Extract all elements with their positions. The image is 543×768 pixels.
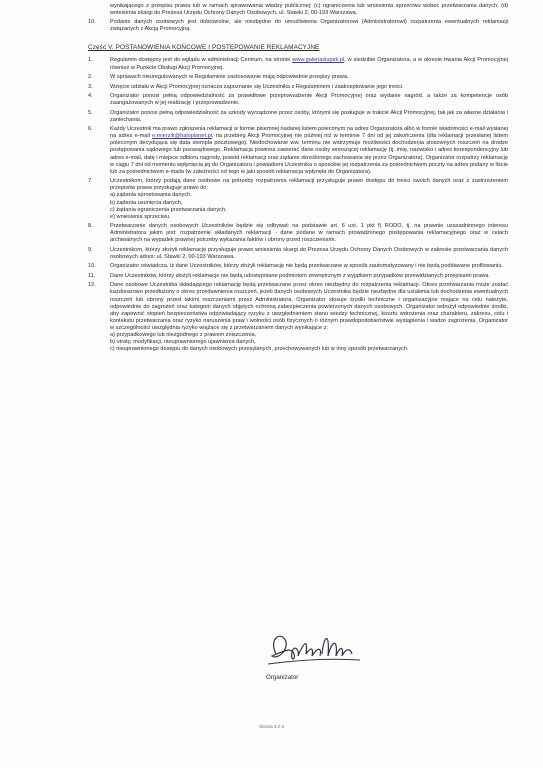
sub-item: b) żądania usunięcia danych, xyxy=(110,199,183,206)
item-text: Wzięcie udziału w Akcji Promocyjnej oznacza zapoznanie się Uczestnika z Regulaminem i zaakceptowanie jego treści. xyxy=(110,83,404,90)
sub-item: b) utraty, modyfikacji, nieuprawnionego ujawnienia danych, xyxy=(110,339,256,346)
item-number: 10. xyxy=(88,19,96,26)
sub-item: e) wniesienia sprzeciwu. xyxy=(110,213,171,220)
sub-item: a) żądania sprostowania danych, xyxy=(110,192,192,199)
item-text: Uczestnikom, którzy złożyli reklamację przysługuje prawo wniesienia skargi do Prezesa Urzędu Ochrony Danych Osobowych w zakresie przetwarzania danych osobowych adres: ul. Stawki 2, 00-193 Warszawa. xyxy=(110,246,508,260)
item-text: Przetwarzanie danych osobowych Uczestników będzie się odbywać na podstawie art. 6 ust. 1 pkt f) RODO, tj. na prawnie uzasadnionego interesu Administratora jakim jest: rozpatrzenie składanych reklamacji - dane podane w ramach prowadzonego postępowania reklamacyjnego oraz w celach archiwalnych na wypadek prawnej potrzeby wykazania faktów i obrony przed roszczeniami. xyxy=(110,223,508,244)
page-number: Strona 3 z 3 xyxy=(259,724,284,729)
website-link[interactable]: www.galeriaslupsk.pl xyxy=(292,57,345,64)
item-text: Podanie danych osobowych jest dobrowolne, ale niezbędne do umożliwienia Organizatorowi (Administratorowi) rozpatrzenia ewentualnych reklamacji związanych z Akcją Promocyjną. xyxy=(110,19,508,33)
item-text-b: , na przebieg Akcji Promocyjnej nie później niż w terminie 7 dni od jej zakończenia (dla reklamacji przesłanej listem poleconym decydująca się data stempla pocztowego). Niedochowanie ww. terminu nie wstrzymuje możliwości dochodzenia stosownych roszczeń na drodze postępowania sądowego lub pozasądowego. Reklamacja powinna zawierać dane osoby wnoszącej reklamację (tj. imię, nazwisko i adres korespondencyjny lub adres e-mail, datę i miejsce odbioru nagrody, powód reklamacji oraz żądanie określonego zachowania się przez Organizatora). Organizator rozpatrzy reklamację w ciągu 7 dni od momentu wpłynięcia jej do Organizatora i powiadomi Uczestnika o sposobie jej rozpatrzenia za pośrednictwem poczty na adres podany w liście lub za pośrednictwem e-maila (w zależności od tego w jaki sposób reklamacja wpłynęła do Organizatora). xyxy=(110,133,508,175)
item-number: 7. xyxy=(88,178,93,185)
list-item-6 xyxy=(88,126,508,176)
item-number: 8. xyxy=(88,223,93,230)
item-9-continuation: wynikającego z przepisu prawa lub w ramach sprawowania władzy publicznej; (c) ograniczenia lub wniesienia sprzeciwu wobec przetwarzania danych; (d) wniesienia skargi do Prezesa Urzędu Ochrony Danych Osobowych, ul. Stawki 2, 00-193 Warszawa. xyxy=(110,3,508,17)
signature-label: Organizator xyxy=(266,674,299,681)
item-text: Dane Uczestników, którzy złożyli reklamacje nie będą udostępniane podmiotom zewnętrznym z wyjątkiem przypadków przewidzianych przepisami prawa. xyxy=(110,272,490,279)
list-item-1 xyxy=(88,57,508,71)
item-number: 3. xyxy=(88,83,93,90)
section-heading: Część V. POSTANOWIENIA KOŃCOWE I POSTĘPOWANIE REKLAMACYJNE xyxy=(88,44,320,52)
list-item-11 xyxy=(88,273,508,280)
list-item-10-top xyxy=(88,19,508,33)
sub-item: c) nieuprawnionego dostępu do danych osobowych przesyłanych, przechowywanych lub w inny sposób przetwarzanych. xyxy=(110,346,409,353)
list-item-8 xyxy=(88,223,508,244)
item-text: Organizator ponosi pełną odpowiedzialność za szkody wyrządzone przez osoby, którymi się posługuje w trakcie Akcji Promocyjnej, tak jak za własne działania i zaniechania. xyxy=(110,109,508,123)
item-number: 5. xyxy=(88,109,93,116)
item-text: Uczestnikom, którzy podają dane osobowe na potrzeby rozpatrzenia reklamacji przysługuje prawo dostępu do treści swoich danych oraz z zastrzeżeniem przepisów prawa przysługuje prawo do: xyxy=(110,178,508,192)
item-number: 9. xyxy=(88,246,93,253)
sub-item: c) żądania ograniczenia przetwarzania danych, xyxy=(110,206,227,213)
item-number: 4. xyxy=(88,93,93,100)
item-number: 2. xyxy=(88,74,93,81)
item-number: 1. xyxy=(88,57,93,64)
document-body xyxy=(88,3,508,356)
sub-item: a) przypadkowego lub niezgodnego z prawem zniszczenia, xyxy=(110,332,257,339)
item-text: Dane osobowe Uczestnika składającego reklamację będą przetwarzane przez okres niezbędny do rozpatrzenia reklamacji. Okres przetwarzania może zostać każdorazowo przedłużony o okres przedawnienia roszczeń, jeżeli danych osobowych Uczestnika będzie niezbędne dla ustalenia lub dochodzenia ewentualnych roszczeń lub obrony przed takimi roszczeniami przez Administratora. Organizator stosuje środki techniczne i organizacyjne mające na celu należyte, odpowiednie do zagrożeń oraz kategorii danych objętych ochroną zabezpieczenia powierzonych danych osobowych. Organizator wdrożył odpowiednie środki, aby zapewnić stopień bezpieczeństwa odpowiadający ryzyku z uwzględnieniem stanu wiedzy technicznej, kosztu wdrożenia oraz charakteru, zakresu, celu i kontekstu przetwarzania oraz ryzyko naruszenia praw i wolności osób fizycznych o różnym prawdopodobieństwie wystąpienia i wadze zagrożenia. Organizator w szczególności uwzględnia ryzyko wiążące się z przetwarzaniem danych wynikające z: xyxy=(110,282,508,331)
list-item-5 xyxy=(88,110,508,124)
item-number: 11. xyxy=(88,272,96,279)
handwritten-signature xyxy=(248,624,368,676)
list-item-7 xyxy=(88,178,508,221)
item-number: 10. xyxy=(88,263,96,270)
list-item-2 xyxy=(88,74,508,81)
item-text-a: Każdy Uczestnik ma prawo zgłoszenia reklamacji w formie pisemnej nadanej listem poleconym na adres Organizatora albo w formie wiadomości e-mail wysłanej na adres e-mail xyxy=(110,126,508,140)
list-item-3 xyxy=(88,84,508,91)
item-number: 12. xyxy=(88,282,96,289)
item-text: Organizator oświadcza, iż dane Uczestników, którzy złożyli reklamację nie będą przetwarzane w sposób zautomatyzowany i nie będą poddawane profilowaniu. xyxy=(110,263,504,270)
email-link[interactable]: e.mierzik@haloplanet.pl xyxy=(152,133,212,140)
list-item-10 xyxy=(88,263,508,270)
item-text: W sprawach nieuregulowanych w Regulaminie zastosowanie mają odpowiednie przepisy prawa. xyxy=(110,74,349,81)
list-item-12 xyxy=(88,282,508,353)
list-item-9 xyxy=(88,247,508,261)
item-text-b: , w siedzibie Organizatora, a w okresie trwania Akcji Promocyjnej również w Punkcie Obsługi Akcji Promocyjnej. xyxy=(110,57,508,71)
item-number: 6. xyxy=(88,126,93,133)
list-item-4 xyxy=(88,93,508,107)
item-text-a: Regulamin dostępny jest do wglądu w administracji Centrum, na stronie xyxy=(110,57,293,64)
item-text: Organizator ponosi pełną odpowiedzialność za prawidłowe przeprowadzenie Akcji Promocyjnej oraz wydanie nagród, a także za kompetencje osób zaangażowanych w jej realizację i przeprowadzenie. xyxy=(110,93,508,107)
